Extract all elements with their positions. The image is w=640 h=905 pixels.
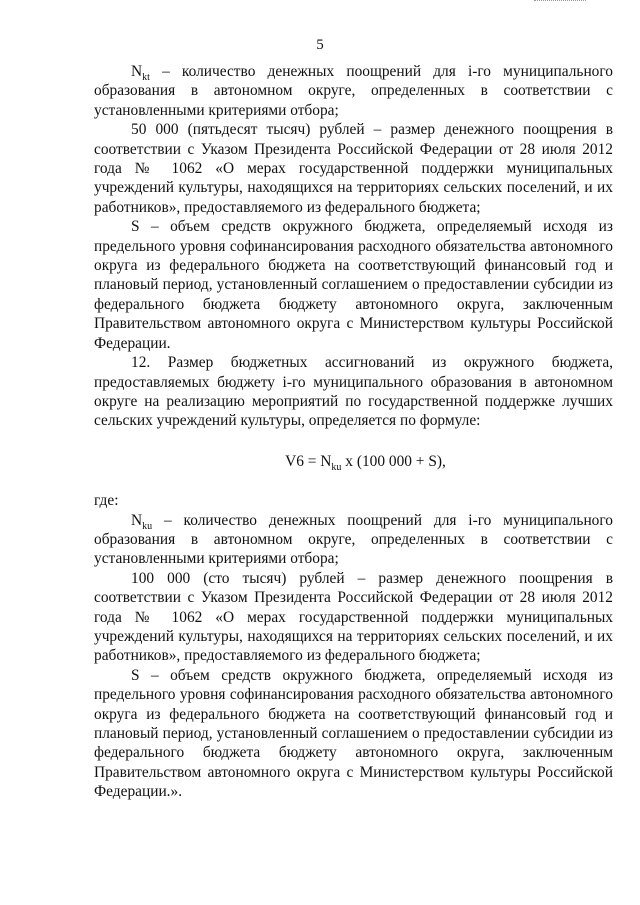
nkt-definition-text: – количество денежных поощрений для i-го муниципального образования в автономном округе, определенных в соответствии с установленными критериями отбора; — [94, 63, 613, 119]
formula-left: V6 = N — [285, 452, 332, 470]
page-number: 5 — [316, 37, 324, 53]
document-body — [94, 62, 613, 802]
definition-nkt — [94, 62, 613, 120]
clause-12: 12. Размер бюджетных ассигнований из окружного бюджета, предоставляемых бюджету i-го муниципального образования в автономном округе на реализацию мероприятий по государственной поддержке лучших сельских учреждений культуры, определяется по формуле: — [94, 354, 613, 430]
nkt-subscript: kt — [142, 72, 150, 84]
scan-corner-mark — [534, 0, 586, 3]
definition-100000: 100 000 (сто тысяч) рублей – размер денежного поощрения в соответствии с Указом Президента Российской Федерации от 28 июля 2012 года № 1062 «О мерах государственной поддержки муниципальных учреждений культуры, находящихся на территориях сельских поселений, и их работников», предоставляемого из федерального бюджета; — [94, 569, 613, 665]
formula-subscript: ku — [331, 461, 342, 473]
nku-definition-text: – количество денежных поощрений для i-го муниципального образования в автономном округе, определенных в соответствии с установленными критериями отбора; — [94, 511, 613, 568]
definition-s-first: S – объем средств окружного бюджета, определяемый исходя из предельного уровня софинансирования расходного обязательства автономного округа из федерального бюджета на соответствующий финансовый год и плановый период, установленный соглашением о предоставлении субсидии из федерального бюджета бюджету автономного округа, заключенным Правительством автономного округа с Министерством культуры Российской Федерации. — [94, 218, 613, 352]
nku-subscript: ku — [142, 520, 153, 532]
definition-s-second: S – объем средств окружного бюджета, определяемый исходя из предельного уровня софинансирования расходного обязательства автономного округа из федерального бюджета на соответствующий финансовый год и плановый период, установленный соглашением о предоставлении субсидии из федерального бюджета бюджету автономного округа, заключенным Правительством автономного округа с Министерством культуры Российской Федерации.». — [94, 666, 613, 801]
definition-50000: 50 000 (пятьдесят тысяч) рублей – размер денежного поощрения в соответствии с Указом Президента Российской Федерации от 28 июля 2012 года № 1062 «О мерах государственной поддержки муниципальных учреждений культуры, находящихся на территориях сельских поселений, и их работников», предоставляемого из федерального бюджета; — [94, 121, 613, 216]
where-label: где: — [94, 492, 119, 510]
definition-nku — [94, 511, 613, 569]
nkt-symbol: N — [131, 63, 143, 80]
nku-symbol: N — [131, 511, 143, 529]
formula-right: x (100 000 + S), — [341, 452, 446, 470]
formula — [94, 452, 613, 471]
